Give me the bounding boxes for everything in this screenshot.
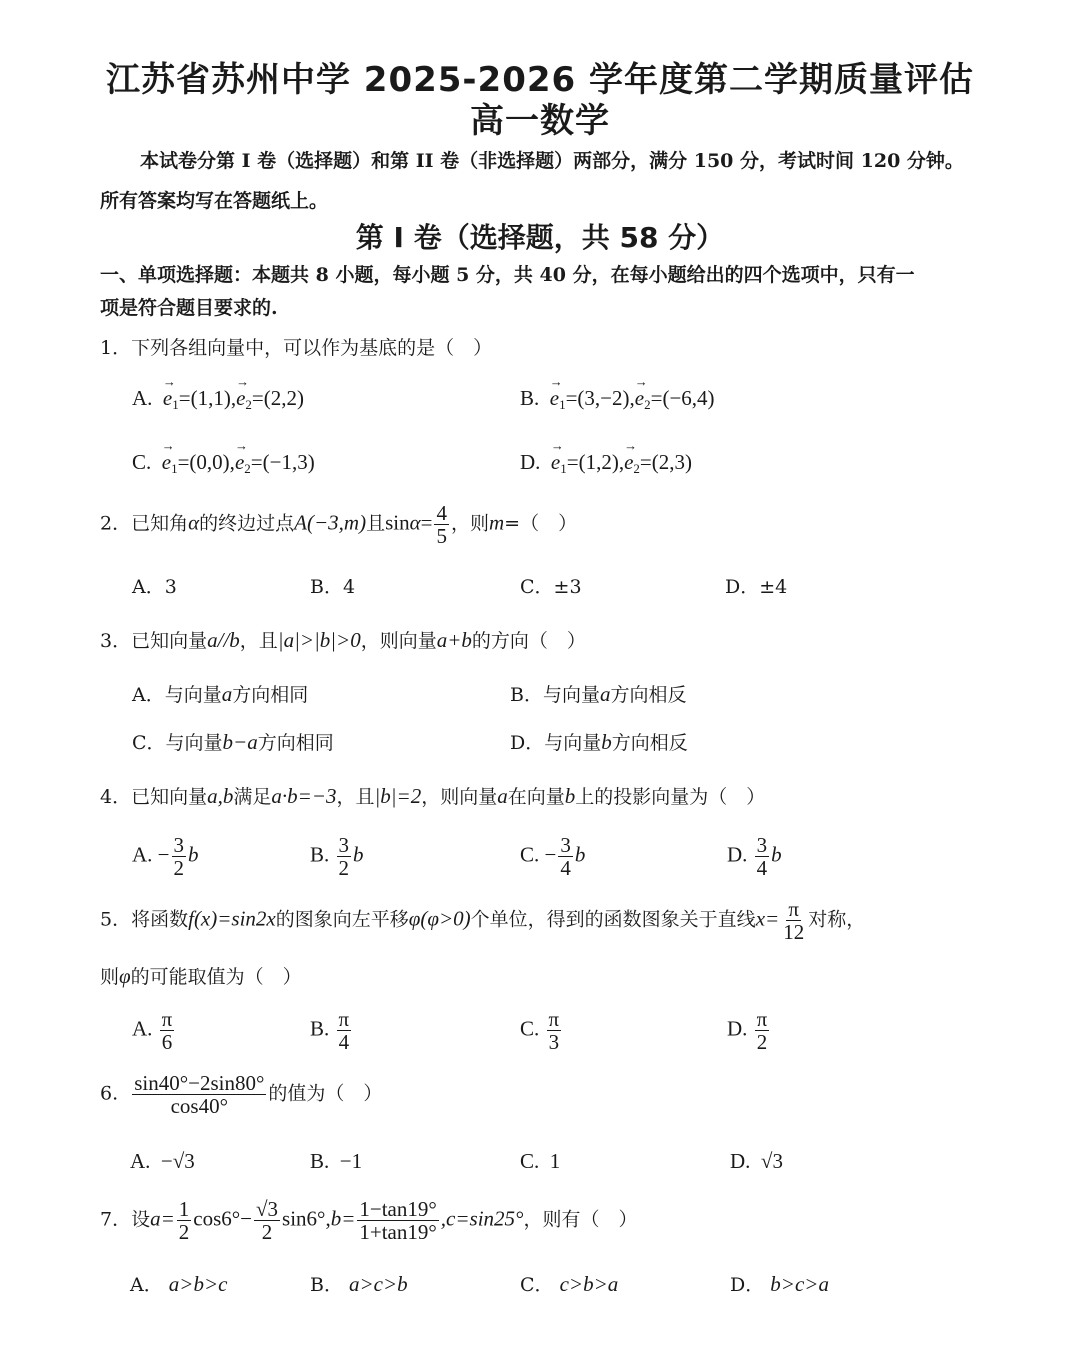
q6-option-b: B. −1 <box>310 1149 363 1173</box>
q2-option-a: A．3 <box>132 576 177 598</box>
q7-option-b: B． a>c>b <box>310 1272 408 1296</box>
q1-option-d: D. → $e_1=(1,2),\to e_2=(2,3)$ <box>520 450 692 477</box>
part1-heading: 第 I 卷（选择题，共 58 分） <box>355 221 725 254</box>
question-stem: 下列各组向量中，可以作为基底的是（ ） <box>131 337 493 359</box>
q1-option-b: B. → $e_1=(3,-2),\to e_2=(-6,4)$ <box>520 386 715 413</box>
q3-option-c: C．与向量b−a方向相同 <box>132 730 334 754</box>
q4-option-d: D. $\frac{3}{4}$ b <box>727 833 782 881</box>
question-4: 4．已知向量a,b满足a·b=−3，且|b|=2，则向量a在向量b上的投影向量为（ ） <box>100 784 766 808</box>
q2-option-b: B．4 <box>310 576 356 598</box>
question-6: 6. $\frac{\sin 40^\circ-2\sin 80^\circ}{\cos 40^\circ}$ 的值为（ ） <box>100 1071 383 1119</box>
q7-option-a: A． a>b>c <box>130 1272 228 1296</box>
question-1 <box>100 333 492 360</box>
q6-option-d: D. √3 <box>730 1149 783 1173</box>
question-5-line-2: 则φ的可能取值为（ ） <box>100 964 302 988</box>
q1-option-c: C. → $e_1=(0,0),\to e_2=(-1,3)$ <box>132 450 315 477</box>
q3-option-a: A．与向量a方向相同 <box>132 682 309 706</box>
q7-option-c: C． c>b>a <box>520 1272 619 1296</box>
q2-option-c: C．±3 <box>520 576 582 598</box>
question-number: 1． <box>100 337 132 359</box>
intro-line-1: 本试卷分第 I 卷（选择题）和第 II 卷（非选择题）两部分，满分 150 分，考试时间 120 分钟。 <box>140 150 964 172</box>
q5-option-c: C. $\frac{\pi}{3}$ <box>520 1007 560 1055</box>
q4-option-b: B. $\frac{3}{2}$ b <box>310 833 364 881</box>
q4-option-c: C. − $\frac{3}{4}$ b <box>520 833 586 881</box>
q4-option-a: A. − $\frac{3}{2}$ b <box>132 833 199 881</box>
q3-option-b: B．与向量a方向相反 <box>510 682 687 706</box>
question-7: 7．设a= $\frac{1}{2}$ cos6°− $\frac{√3}{2}$ sin6°,b= $\frac{1-\tan 19^\circ}{1+\tan 19^\circ}$ ,c=sin25°，则有（ ） <box>100 1197 638 1245</box>
q6-option-a: A. −√3 <box>130 1149 195 1173</box>
section-instruction-1: 一、单项选择题：本题共 8 小题，每小题 5 分，共 40 分，在每小题给出的四个选项中，只有一 <box>100 264 915 286</box>
section-instruction-2: 项是符合题目要求的. <box>100 297 278 319</box>
fraction: $\frac{4}{5}$ <box>436 501 447 549</box>
exam-title: 江苏省苏州中学 2025-2026 学年度第二学期质量评估 <box>105 60 975 100</box>
q2-option-d: D．±4 <box>725 576 788 598</box>
exam-subtitle: 高一数学 <box>470 101 610 141</box>
question-3: 3．已知向量a//b，且|a|>|b|>0，则向量a+b的方向（ ） <box>100 628 586 652</box>
q5-option-a: A. $\frac{\pi}{6}$ <box>132 1007 173 1055</box>
q1-option-a: A. → $e_1=(1,1),\to e_2=(2,2)$ <box>132 386 304 413</box>
q5-option-d: D. $\frac{\pi}{2}$ <box>727 1007 768 1055</box>
q7-option-d: D． b>c>a <box>730 1272 829 1296</box>
q6-option-c: C. 1 <box>520 1149 561 1173</box>
intro-line-2: 所有答案均写在答题纸上。 <box>100 190 329 212</box>
question-5: 5．将函数f(x)=sin2x的图象向左平移φ(φ>0)个单位，得到的函数图象关于直线x= $\frac{\pi}{12}$ 对称， <box>100 897 866 945</box>
q3-option-d: D．与向量b方向相反 <box>510 730 688 754</box>
q5-option-b: B. $\frac{\pi}{4}$ <box>310 1007 350 1055</box>
question-2: 2．已知角α的终边过点A(−3,m)且sinα= $\frac{4}{5}$ ，则m=（ ） <box>100 501 578 549</box>
